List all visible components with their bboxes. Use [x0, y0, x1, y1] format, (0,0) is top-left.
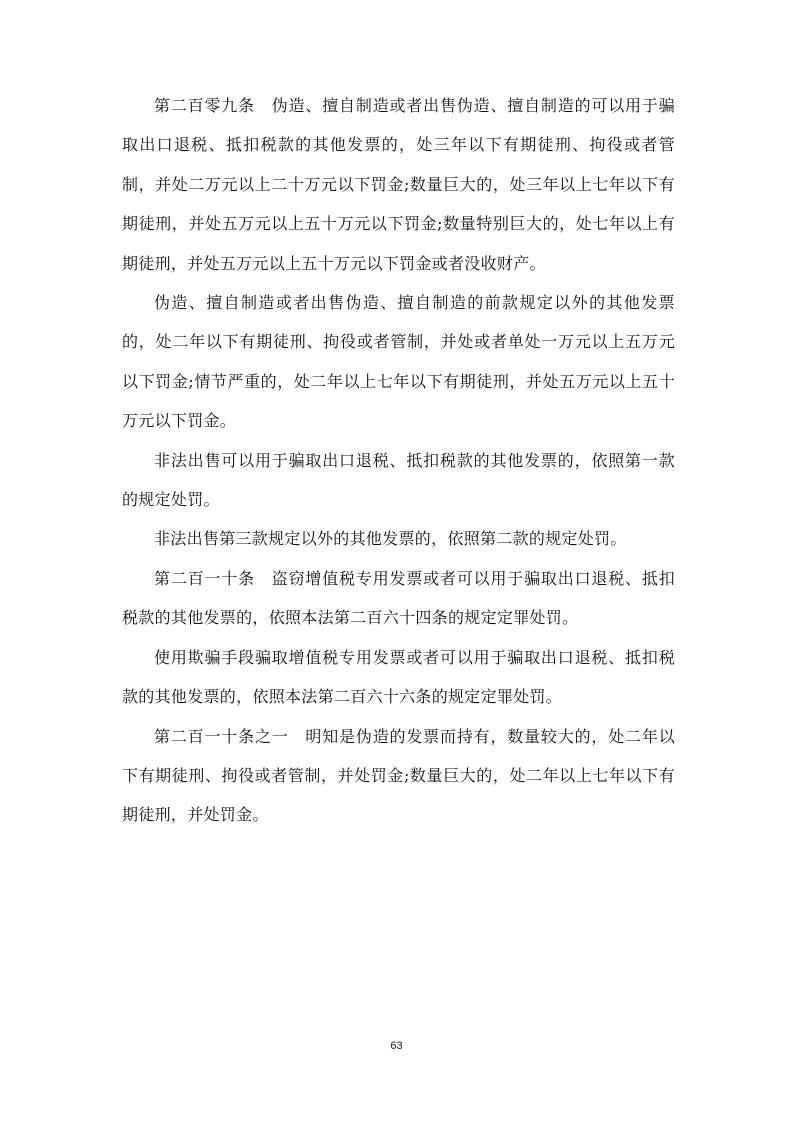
paragraph-article-210-1: 第二百一十条之一 明知是伪造的发票而持有，数量较大的，处二年以下有期徒刑、拘役或者管制，并处罚金;数量巨大的，处二年以上七年以下有期徒刑，并处罚金。: [122, 726, 675, 825]
paragraph-article-209-clause-3: 非法出售可以用于骗取出口退税、抵扣税款的其他发票的，依照第一款的规定处罚。: [122, 450, 675, 510]
document-body: [122, 86, 675, 835]
paragraph-article-209-clause-4: 非法出售第三款规定以外的其他发票的，依照第二款的规定处罚。: [154, 529, 627, 549]
paragraph-article-210: 第二百一十条 盗窃增值税专用发票或者可以用于骗取出口退税、抵扣税款的其他发票的，依照本法第二百六十四条的规定定罪处罚。: [122, 568, 675, 628]
paragraph-article-210-clause-2: 使用欺骗手段骗取增值税专用发票或者可以用于骗取出口退税、抵扣税款的其他发票的，依照本法第二百六十六条的规定定罪处罚。: [122, 647, 675, 707]
page-number: 63: [390, 1040, 403, 1052]
paragraph-article-209: 第二百零九条 伪造、擅自制造或者出售伪造、擅自制造的可以用于骗取出口退税、抵扣税款的其他发票的，处三年以下有期徒刑、拘役或者管制，并处二万元以上二十万元以下罚金;数量巨大的，处三年以上七年以下有期徒刑，并处五万元以上五十万元以下罚金;数量特别巨大的，处七年以上有期徒刑，并处五万元以上五十万元以下罚金或者没收财产。: [122, 96, 675, 273]
paragraph-article-209-clause-2: 伪造、擅自制造或者出售伪造、擅自制造的前款规定以外的其他发票的，处二年以下有期徒刑、拘役或者管制，并处或者单处一万元以上五万元以下罚金;情节严重的，处二年以上七年以下有期徒刑，并处五万元以上五十万元以下罚金。: [122, 293, 675, 431]
